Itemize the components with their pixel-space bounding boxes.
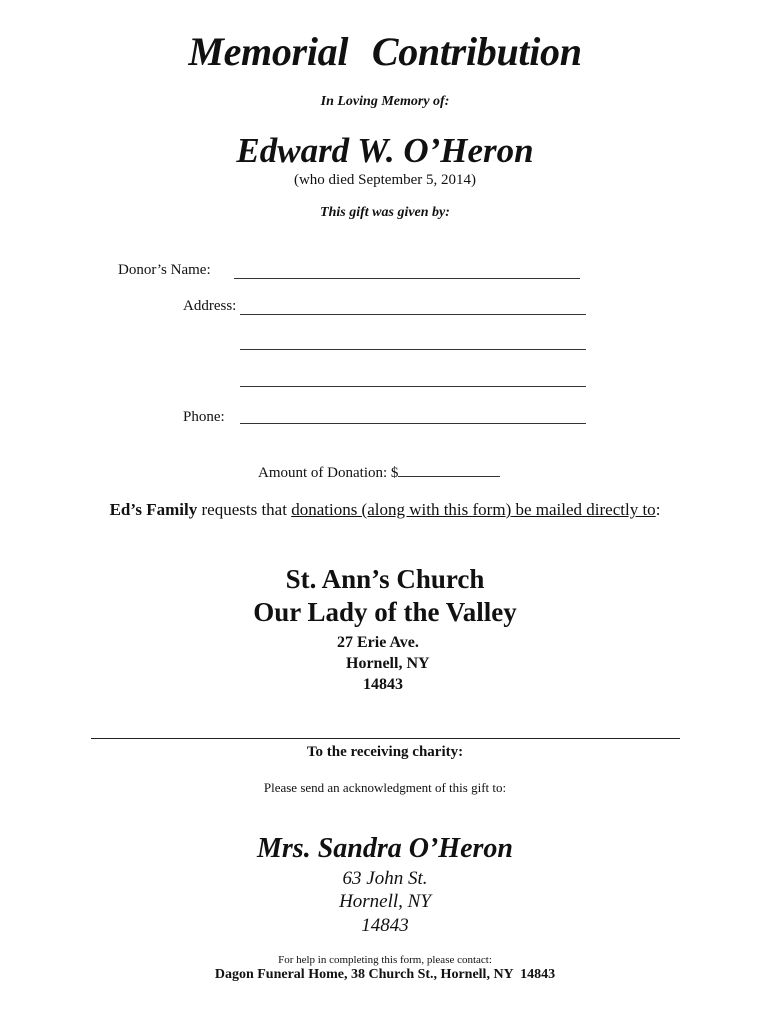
help-text: For help in completing this form, please contact: — [278, 954, 492, 966]
phone-field[interactable] — [240, 423, 586, 424]
amount-row — [258, 462, 500, 482]
address-line-3-field[interactable] — [240, 386, 586, 387]
funeral-home-contact: Dagon Funeral Home, 38 Church St., Hornell, NY 14843 — [214, 967, 556, 982]
section-divider — [91, 738, 680, 739]
request-underlined: donations (along with this form) be mailed directly to — [291, 500, 656, 519]
address-label: Address: — [183, 298, 237, 314]
phone-label: Phone: — [183, 409, 225, 425]
family-label: Ed’s Family — [109, 500, 198, 519]
amount-label: Amount of Donation: $ — [258, 465, 399, 481]
address-line-2-field[interactable] — [240, 349, 586, 350]
memory-intro: In Loving Memory of: — [320, 94, 450, 109]
address-line-1-field[interactable] — [240, 314, 586, 315]
recipient-street: 63 John St. — [342, 868, 428, 889]
recipient-name: Mrs. Sandra O’Heron — [257, 833, 513, 864]
charity-name-line-1: St. Ann’s Church — [285, 564, 485, 594]
request-end: : — [655, 500, 661, 519]
receiving-charity-heading: To the receiving charity: — [306, 744, 464, 760]
death-note: (who died September 5, 2014) — [293, 172, 477, 188]
donor-name-label: Donor’s Name: — [118, 262, 211, 278]
charity-street: 27 Erie Ave. — [337, 634, 419, 651]
deceased-name: Edward W. O’Heron — [236, 131, 534, 170]
recipient-city-state: Hornell, NY — [339, 891, 431, 912]
charity-name-line-2: Our Lady of the Valley — [253, 597, 517, 627]
amount-field[interactable] — [398, 462, 500, 477]
charity-zip: 14843 — [363, 676, 403, 693]
form-title: Memorial Contribution — [188, 29, 582, 74]
given-by-heading: This gift was given by: — [320, 205, 450, 220]
request-middle: requests that — [197, 500, 292, 519]
charity-city-state: Hornell, NY — [346, 655, 430, 672]
mailing-request — [0, 500, 770, 520]
acknowledgment-instruction: Please send an acknowledgment of this gift to: — [263, 780, 507, 795]
recipient-zip: 14843 — [361, 915, 409, 936]
donor-name-field[interactable] — [234, 278, 580, 279]
